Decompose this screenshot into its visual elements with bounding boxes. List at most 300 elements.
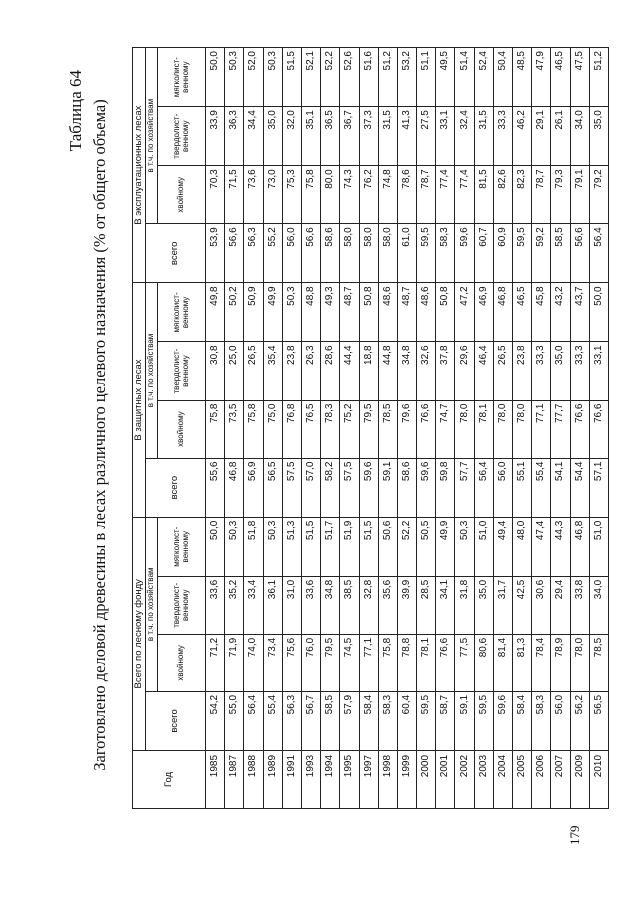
value-cell: 78,1 bbox=[474, 400, 493, 458]
year-cell: 1991 bbox=[282, 750, 301, 808]
value-cell: 48,0 bbox=[513, 517, 532, 576]
value-cell: 54,2 bbox=[206, 691, 225, 750]
value-cell: 46,5 bbox=[513, 283, 532, 342]
value-cell: 47,2 bbox=[455, 283, 474, 342]
year-cell: 2003 bbox=[474, 750, 493, 808]
table-row bbox=[513, 48, 532, 809]
value-cell: 51,5 bbox=[301, 517, 320, 576]
value-cell: 33,4 bbox=[244, 576, 263, 634]
value-cell: 50,0 bbox=[589, 283, 608, 342]
value-cell: 75,3 bbox=[282, 166, 301, 224]
value-cell: 42,5 bbox=[513, 576, 532, 634]
value-cell: 55,4 bbox=[532, 458, 551, 517]
value-cell: 29,6 bbox=[455, 342, 474, 400]
value-cell: 56,4 bbox=[589, 224, 608, 283]
value-cell: 56,0 bbox=[282, 224, 301, 283]
value-cell: 78,6 bbox=[397, 166, 416, 224]
value-cell: 59,5 bbox=[513, 224, 532, 283]
value-cell: 31,8 bbox=[455, 576, 474, 634]
value-cell: 57,0 bbox=[301, 458, 320, 517]
year-cell: 1998 bbox=[378, 750, 397, 808]
value-cell: 57,5 bbox=[282, 458, 301, 517]
value-cell: 59,2 bbox=[532, 224, 551, 283]
value-cell: 51,5 bbox=[359, 517, 378, 576]
value-cell: 48,5 bbox=[513, 48, 532, 107]
value-cell: 57,5 bbox=[340, 458, 359, 517]
value-cell: 26,1 bbox=[551, 107, 570, 166]
value-cell: 33,3 bbox=[493, 107, 512, 166]
year-cell: 1987 bbox=[225, 750, 244, 808]
header-coniferous: хвойному bbox=[158, 166, 206, 224]
value-cell: 49,8 bbox=[206, 283, 225, 342]
value-cell: 61,0 bbox=[397, 224, 416, 283]
value-cell: 59,1 bbox=[455, 691, 474, 750]
value-cell: 75,8 bbox=[301, 166, 320, 224]
value-cell: 52,1 bbox=[301, 48, 320, 107]
table-row bbox=[225, 48, 244, 809]
value-cell: 56,6 bbox=[570, 224, 589, 283]
year-cell: 2010 bbox=[589, 750, 608, 808]
value-cell: 58,4 bbox=[359, 691, 378, 750]
table-row bbox=[340, 48, 359, 809]
header-softwood: мягколист-венному bbox=[158, 283, 206, 342]
value-cell: 32,4 bbox=[455, 107, 474, 166]
value-cell: 78,0 bbox=[570, 634, 589, 691]
value-cell: 56,4 bbox=[244, 691, 263, 750]
value-cell: 49,3 bbox=[321, 283, 340, 342]
value-cell: 81,4 bbox=[493, 634, 512, 691]
page-number: 179 bbox=[567, 825, 582, 845]
table-label: Таблица 64 bbox=[66, 70, 85, 152]
header-softwood: мягколист-венному bbox=[158, 48, 206, 107]
table-row bbox=[282, 48, 301, 809]
value-cell: 35,0 bbox=[263, 107, 282, 166]
value-cell: 56,5 bbox=[589, 691, 608, 750]
value-cell: 57,1 bbox=[589, 458, 608, 517]
value-cell: 50,3 bbox=[263, 48, 282, 107]
value-cell: 58,0 bbox=[340, 224, 359, 283]
value-cell: 77,4 bbox=[436, 166, 455, 224]
value-cell: 37,8 bbox=[436, 342, 455, 400]
value-cell: 28,6 bbox=[321, 342, 340, 400]
value-cell: 37,3 bbox=[359, 107, 378, 166]
value-cell: 60,9 bbox=[493, 224, 512, 283]
table-row bbox=[397, 48, 416, 809]
value-cell: 76,6 bbox=[436, 634, 455, 691]
value-cell: 30,8 bbox=[206, 342, 225, 400]
year-cell: 1999 bbox=[397, 750, 416, 808]
value-cell: 35,2 bbox=[225, 576, 244, 634]
value-cell: 59,5 bbox=[417, 224, 436, 283]
header-softwood: мягколист-венному bbox=[158, 517, 206, 576]
value-cell: 44,3 bbox=[551, 517, 570, 576]
value-cell: 50,3 bbox=[455, 517, 474, 576]
header-coniferous: хвойному bbox=[158, 400, 206, 458]
value-cell: 51,4 bbox=[455, 48, 474, 107]
table-row bbox=[455, 48, 474, 809]
value-cell: 73,5 bbox=[225, 400, 244, 458]
value-cell: 51,6 bbox=[359, 48, 378, 107]
value-cell: 78,5 bbox=[378, 400, 397, 458]
value-cell: 73,0 bbox=[263, 166, 282, 224]
value-cell: 79,6 bbox=[397, 400, 416, 458]
value-cell: 52,4 bbox=[474, 48, 493, 107]
value-cell: 49,9 bbox=[263, 283, 282, 342]
value-cell: 59,6 bbox=[417, 458, 436, 517]
value-cell: 46,8 bbox=[493, 283, 512, 342]
value-cell: 30,6 bbox=[532, 576, 551, 634]
value-cell: 76,6 bbox=[589, 400, 608, 458]
value-cell: 50,8 bbox=[436, 283, 455, 342]
value-cell: 77,4 bbox=[455, 166, 474, 224]
value-cell: 82,6 bbox=[493, 166, 512, 224]
value-cell: 47,9 bbox=[532, 48, 551, 107]
value-cell: 51,2 bbox=[589, 48, 608, 107]
value-cell: 25,0 bbox=[225, 342, 244, 400]
value-cell: 32,6 bbox=[417, 342, 436, 400]
header-hardwood: твердолист-венному bbox=[158, 107, 206, 166]
value-cell: 43,7 bbox=[570, 283, 589, 342]
header-hardwood: твердолист-венному bbox=[158, 576, 206, 634]
value-cell: 33,1 bbox=[436, 107, 455, 166]
header-incl-farms: в т.ч. по хозяйствам bbox=[146, 517, 158, 691]
value-cell: 74,5 bbox=[340, 634, 359, 691]
value-cell: 70,3 bbox=[206, 166, 225, 224]
value-cell: 52,6 bbox=[340, 48, 359, 107]
value-cell: 71,2 bbox=[206, 634, 225, 691]
value-cell: 18,8 bbox=[359, 342, 378, 400]
value-cell: 58,0 bbox=[378, 224, 397, 283]
value-cell: 26,3 bbox=[301, 342, 320, 400]
value-cell: 46,5 bbox=[551, 48, 570, 107]
value-cell: 43,2 bbox=[551, 283, 570, 342]
table-body bbox=[206, 48, 609, 809]
value-cell: 57,7 bbox=[455, 458, 474, 517]
value-cell: 76,6 bbox=[570, 400, 589, 458]
value-cell: 55,2 bbox=[263, 224, 282, 283]
table-row bbox=[551, 48, 570, 809]
year-cell: 1995 bbox=[340, 750, 359, 808]
value-cell: 51,3 bbox=[282, 517, 301, 576]
value-cell: 50,3 bbox=[282, 283, 301, 342]
value-cell: 44,8 bbox=[378, 342, 397, 400]
value-cell: 51,5 bbox=[282, 48, 301, 107]
value-cell: 78,8 bbox=[397, 634, 416, 691]
value-cell: 31,7 bbox=[493, 576, 512, 634]
value-cell: 78,3 bbox=[321, 400, 340, 458]
header-year: Год bbox=[133, 750, 206, 808]
value-cell: 57,9 bbox=[340, 691, 359, 750]
value-cell: 50,3 bbox=[225, 517, 244, 576]
value-cell: 75,0 bbox=[263, 400, 282, 458]
value-cell: 71,9 bbox=[225, 634, 244, 691]
value-cell: 36,3 bbox=[225, 107, 244, 166]
value-cell: 80,0 bbox=[321, 166, 340, 224]
table-row bbox=[417, 48, 436, 809]
value-cell: 59,6 bbox=[455, 224, 474, 283]
value-cell: 34,0 bbox=[570, 107, 589, 166]
value-cell: 27,5 bbox=[417, 107, 436, 166]
value-cell: 79,1 bbox=[570, 166, 589, 224]
value-cell: 48,7 bbox=[340, 283, 359, 342]
year-cell: 2002 bbox=[455, 750, 474, 808]
value-cell: 50,3 bbox=[263, 517, 282, 576]
header-incl-farms: в т.ч. по хозяйствам bbox=[146, 48, 158, 224]
year-cell: 2009 bbox=[570, 750, 589, 808]
value-cell: 77,7 bbox=[551, 400, 570, 458]
value-cell: 78,7 bbox=[532, 166, 551, 224]
value-cell: 51,7 bbox=[321, 517, 340, 576]
table-row bbox=[570, 48, 589, 809]
table-row bbox=[589, 48, 608, 809]
header-total: всего bbox=[146, 224, 206, 283]
page-title: Заготовлено деловой древесины в лесах различного целевого назначения (% от общего объема) bbox=[90, 99, 109, 771]
value-cell: 29,4 bbox=[551, 576, 570, 634]
value-cell: 50,0 bbox=[206, 517, 225, 576]
value-cell: 76,2 bbox=[359, 166, 378, 224]
value-cell: 77,1 bbox=[532, 400, 551, 458]
value-cell: 35,0 bbox=[589, 107, 608, 166]
value-cell: 34,1 bbox=[436, 576, 455, 634]
table-row bbox=[532, 48, 551, 809]
value-cell: 44,4 bbox=[340, 342, 359, 400]
header-group-exploitation: В эксплуатационных лесах bbox=[133, 48, 146, 283]
value-cell: 60,7 bbox=[474, 224, 493, 283]
value-cell: 79,3 bbox=[551, 166, 570, 224]
value-cell: 78,0 bbox=[493, 400, 512, 458]
table-row bbox=[301, 48, 320, 809]
value-cell: 78,9 bbox=[551, 634, 570, 691]
value-cell: 56,4 bbox=[474, 458, 493, 517]
value-cell: 33,8 bbox=[570, 576, 589, 634]
value-cell: 75,6 bbox=[282, 634, 301, 691]
value-cell: 33,6 bbox=[301, 576, 320, 634]
value-cell: 73,6 bbox=[244, 166, 263, 224]
value-cell: 23,8 bbox=[282, 342, 301, 400]
value-cell: 48,6 bbox=[417, 283, 436, 342]
value-cell: 38,5 bbox=[340, 576, 359, 634]
value-cell: 78,0 bbox=[513, 400, 532, 458]
value-cell: 56,6 bbox=[225, 224, 244, 283]
value-cell: 31,0 bbox=[282, 576, 301, 634]
value-cell: 41,3 bbox=[397, 107, 416, 166]
value-cell: 26,5 bbox=[493, 342, 512, 400]
year-cell: 1988 bbox=[244, 750, 263, 808]
value-cell: 50,6 bbox=[378, 517, 397, 576]
value-cell: 56,6 bbox=[301, 224, 320, 283]
value-cell: 48,7 bbox=[397, 283, 416, 342]
year-cell: 2006 bbox=[532, 750, 551, 808]
value-cell: 56,2 bbox=[570, 691, 589, 750]
year-cell: 1994 bbox=[321, 750, 340, 808]
value-cell: 76,6 bbox=[417, 400, 436, 458]
value-cell: 35,1 bbox=[301, 107, 320, 166]
value-cell: 51,8 bbox=[244, 517, 263, 576]
value-cell: 53,2 bbox=[397, 48, 416, 107]
value-cell: 55,6 bbox=[206, 458, 225, 517]
value-cell: 74,8 bbox=[378, 166, 397, 224]
value-cell: 58,7 bbox=[436, 691, 455, 750]
value-cell: 56,3 bbox=[244, 224, 263, 283]
value-cell: 77,1 bbox=[359, 634, 378, 691]
value-cell: 58,5 bbox=[321, 691, 340, 750]
value-cell: 73,4 bbox=[263, 634, 282, 691]
value-cell: 36,7 bbox=[340, 107, 359, 166]
value-cell: 59,6 bbox=[359, 458, 378, 517]
value-cell: 54,4 bbox=[570, 458, 589, 517]
value-cell: 31,5 bbox=[474, 107, 493, 166]
value-cell: 48,6 bbox=[378, 283, 397, 342]
header-coniferous: хвойному bbox=[158, 634, 206, 691]
value-cell: 46,9 bbox=[474, 283, 493, 342]
value-cell: 59,5 bbox=[417, 691, 436, 750]
year-cell: 1985 bbox=[206, 750, 225, 808]
value-cell: 50,9 bbox=[244, 283, 263, 342]
value-cell: 50,5 bbox=[417, 517, 436, 576]
value-cell: 50,2 bbox=[225, 283, 244, 342]
value-cell: 74,7 bbox=[436, 400, 455, 458]
value-cell: 49,9 bbox=[436, 517, 455, 576]
value-cell: 45,8 bbox=[532, 283, 551, 342]
value-cell: 82,3 bbox=[513, 166, 532, 224]
value-cell: 50,0 bbox=[206, 48, 225, 107]
value-cell: 35,0 bbox=[551, 342, 570, 400]
value-cell: 33,3 bbox=[532, 342, 551, 400]
value-cell: 48,8 bbox=[301, 283, 320, 342]
value-cell: 33,9 bbox=[206, 107, 225, 166]
value-cell: 78,1 bbox=[417, 634, 436, 691]
value-cell: 39,9 bbox=[397, 576, 416, 634]
value-cell: 29,1 bbox=[532, 107, 551, 166]
value-cell: 55,4 bbox=[263, 691, 282, 750]
value-cell: 23,8 bbox=[513, 342, 532, 400]
table-row bbox=[493, 48, 512, 809]
value-cell: 33,1 bbox=[589, 342, 608, 400]
value-cell: 33,6 bbox=[206, 576, 225, 634]
table-row bbox=[206, 48, 225, 809]
year-cell: 1997 bbox=[359, 750, 378, 808]
value-cell: 56,3 bbox=[282, 691, 301, 750]
header-group-total: Всего по лесному фонду bbox=[133, 517, 146, 750]
value-cell: 58,3 bbox=[378, 691, 397, 750]
value-cell: 74,0 bbox=[244, 634, 263, 691]
value-cell: 78,5 bbox=[589, 634, 608, 691]
value-cell: 34,0 bbox=[589, 576, 608, 634]
value-cell: 28,5 bbox=[417, 576, 436, 634]
value-cell: 77,5 bbox=[455, 634, 474, 691]
year-cell: 1993 bbox=[301, 750, 320, 808]
value-cell: 36,1 bbox=[263, 576, 282, 634]
value-cell: 75,2 bbox=[340, 400, 359, 458]
value-cell: 52,0 bbox=[244, 48, 263, 107]
value-cell: 58,4 bbox=[513, 691, 532, 750]
value-cell: 53,9 bbox=[206, 224, 225, 283]
value-cell: 50,8 bbox=[359, 283, 378, 342]
value-cell: 58,2 bbox=[321, 458, 340, 517]
value-cell: 51,0 bbox=[589, 517, 608, 576]
value-cell: 32,0 bbox=[282, 107, 301, 166]
year-cell: 2005 bbox=[513, 750, 532, 808]
value-cell: 79,5 bbox=[321, 634, 340, 691]
value-cell: 59,5 bbox=[474, 691, 493, 750]
value-cell: 58,6 bbox=[397, 458, 416, 517]
value-cell: 32,8 bbox=[359, 576, 378, 634]
value-cell: 34,8 bbox=[397, 342, 416, 400]
value-cell: 78,0 bbox=[455, 400, 474, 458]
value-cell: 81,5 bbox=[474, 166, 493, 224]
value-cell: 36,5 bbox=[321, 107, 340, 166]
value-cell: 81,3 bbox=[513, 634, 532, 691]
year-cell: 2007 bbox=[551, 750, 570, 808]
value-cell: 26,5 bbox=[244, 342, 263, 400]
table-row bbox=[378, 48, 397, 809]
value-cell: 75,8 bbox=[378, 634, 397, 691]
value-cell: 56,0 bbox=[493, 458, 512, 517]
value-cell: 59,1 bbox=[378, 458, 397, 517]
header-total: всего bbox=[146, 458, 206, 517]
value-cell: 58,3 bbox=[532, 691, 551, 750]
year-cell: 1989 bbox=[263, 750, 282, 808]
table-row bbox=[359, 48, 378, 809]
value-cell: 52,2 bbox=[397, 517, 416, 576]
value-cell: 56,9 bbox=[244, 458, 263, 517]
table-row bbox=[321, 48, 340, 809]
value-cell: 58,3 bbox=[436, 224, 455, 283]
value-cell: 59,6 bbox=[493, 691, 512, 750]
table-row bbox=[436, 48, 455, 809]
value-cell: 46,2 bbox=[513, 107, 532, 166]
value-cell: 80,6 bbox=[474, 634, 493, 691]
year-cell: 2004 bbox=[493, 750, 512, 808]
data-table bbox=[132, 47, 609, 809]
value-cell: 35,0 bbox=[474, 576, 493, 634]
value-cell: 55,0 bbox=[225, 691, 244, 750]
value-cell: 55,1 bbox=[513, 458, 532, 517]
value-cell: 78,4 bbox=[532, 634, 551, 691]
value-cell: 71,5 bbox=[225, 166, 244, 224]
value-cell: 51,2 bbox=[378, 48, 397, 107]
value-cell: 79,2 bbox=[589, 166, 608, 224]
value-cell: 52,2 bbox=[321, 48, 340, 107]
value-cell: 51,0 bbox=[474, 517, 493, 576]
value-cell: 76,8 bbox=[282, 400, 301, 458]
value-cell: 56,0 bbox=[551, 691, 570, 750]
value-cell: 34,4 bbox=[244, 107, 263, 166]
value-cell: 51,9 bbox=[340, 517, 359, 576]
value-cell: 35,4 bbox=[263, 342, 282, 400]
value-cell: 47,5 bbox=[570, 48, 589, 107]
value-cell: 46,8 bbox=[570, 517, 589, 576]
value-cell: 49,4 bbox=[493, 517, 512, 576]
header-hardwood: твердолист-венному bbox=[158, 342, 206, 400]
value-cell: 47,4 bbox=[532, 517, 551, 576]
value-cell: 54,1 bbox=[551, 458, 570, 517]
value-cell: 76,0 bbox=[301, 634, 320, 691]
value-cell: 58,0 bbox=[359, 224, 378, 283]
value-cell: 59,8 bbox=[436, 458, 455, 517]
value-cell: 35,6 bbox=[378, 576, 397, 634]
value-cell: 58,6 bbox=[321, 224, 340, 283]
value-cell: 31,5 bbox=[378, 107, 397, 166]
value-cell: 50,3 bbox=[225, 48, 244, 107]
header-total: всего bbox=[146, 691, 206, 750]
value-cell: 56,5 bbox=[263, 458, 282, 517]
year-cell: 2000 bbox=[417, 750, 436, 808]
value-cell: 60,4 bbox=[397, 691, 416, 750]
value-cell: 46,8 bbox=[225, 458, 244, 517]
value-cell: 75,8 bbox=[244, 400, 263, 458]
value-cell: 56,7 bbox=[301, 691, 320, 750]
